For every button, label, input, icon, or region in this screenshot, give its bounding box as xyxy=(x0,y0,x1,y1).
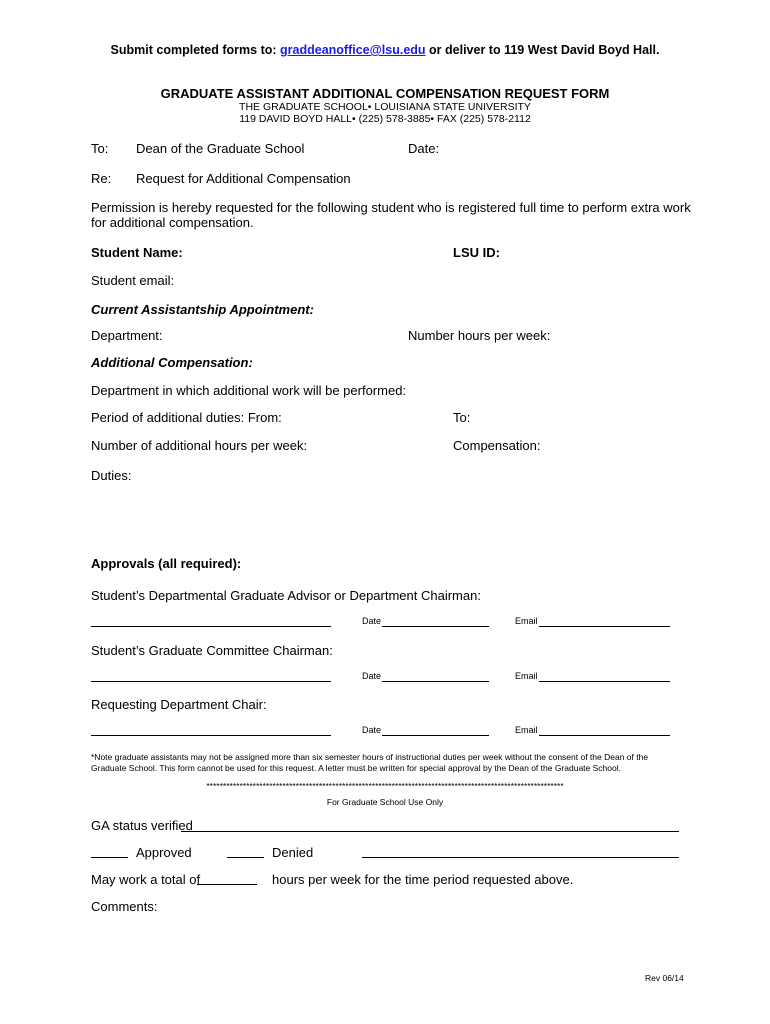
permission-line-1: Permission is hereby requested for the following student who is registered full time to perform extra work xyxy=(91,200,691,215)
ga-status-label: GA status verified xyxy=(91,818,193,833)
date-line-advisor[interactable] xyxy=(382,626,489,627)
student-name-label: Student Name: xyxy=(91,245,183,260)
date-line-committee[interactable] xyxy=(382,681,489,682)
re-value: Request for Additional Compensation xyxy=(136,171,351,186)
denied-line[interactable] xyxy=(227,857,264,858)
duties-label: Duties: xyxy=(91,468,132,483)
may-work-hours-line[interactable] xyxy=(197,884,257,885)
approval-label-advisor: Student’s Departmental Graduate Advisor or Department Chairman: xyxy=(91,588,481,603)
form-title: GRADUATE ASSISTANT ADDITIONAL COMPENSATION REQUEST FORM xyxy=(160,86,610,101)
separator-stars: ************************************************************************************************************ xyxy=(206,781,564,791)
period-from-label: Period of additional duties: From: xyxy=(91,410,282,425)
signature-line-chair[interactable] xyxy=(91,735,331,736)
lsu-id-label: LSU ID: xyxy=(453,245,500,260)
may-work-hours-text: hours per week for the time period requested above. xyxy=(272,872,574,887)
hours-per-week-label: Number hours per week: xyxy=(408,328,551,343)
comments-label: Comments: xyxy=(91,899,158,914)
signature-line-advisor[interactable] xyxy=(91,626,331,627)
denied-label: Denied xyxy=(272,845,314,860)
submit-suffix: or deliver to 119 West David Boyd Hall. xyxy=(429,43,660,57)
student-email-label: Student email: xyxy=(91,273,175,288)
approved-label: Approved xyxy=(136,845,192,860)
note-line-2: Graduate School. This form cannot be used for this request. A letter must be written for special approval by the Dean of the Graduate School. xyxy=(91,763,621,773)
re-label: Re: xyxy=(91,171,112,186)
submit-instructions xyxy=(0,43,770,57)
date-label-committee: Date xyxy=(362,671,382,681)
date-label-chair: Date xyxy=(362,725,382,735)
email-line-chair[interactable] xyxy=(539,735,670,736)
email-link[interactable]: graddeanoffice@lsu.edu xyxy=(280,43,426,57)
email-label-chair: Email xyxy=(515,725,538,735)
permission-line-2: for additional compensation. xyxy=(91,215,254,230)
address-line: 119 DAVID BOYD HALL• (225) 578-3885• FAX (225) 578-2112 xyxy=(239,113,531,125)
date-label-advisor: Date xyxy=(362,616,382,626)
email-label-committee: Email xyxy=(515,671,538,681)
date-line-chair[interactable] xyxy=(382,735,489,736)
decision-signature-line[interactable] xyxy=(362,857,679,858)
signature-line-committee[interactable] xyxy=(91,681,331,682)
may-work-label: May work a total of xyxy=(91,872,201,887)
department-label: Department: xyxy=(91,328,163,343)
approval-label-committee: Student’s Graduate Committee Chairman: xyxy=(91,643,333,658)
date-label: Date: xyxy=(408,141,440,156)
office-use-heading: For Graduate School Use Only xyxy=(326,797,444,807)
submit-prefix: Submit completed forms to: xyxy=(110,43,277,57)
ga-status-line[interactable] xyxy=(181,831,679,832)
compensation-label: Compensation: xyxy=(453,438,541,453)
email-line-advisor[interactable] xyxy=(539,626,670,627)
to-label: To: xyxy=(91,141,109,156)
current-appointment-heading: Current Assistantship Appointment: xyxy=(91,302,314,317)
email-line-committee[interactable] xyxy=(539,681,670,682)
approved-line[interactable] xyxy=(91,857,128,858)
additional-compensation-heading: Additional Compensation: xyxy=(91,355,253,370)
approval-label-chair: Requesting Department Chair: xyxy=(91,697,267,712)
approvals-heading: Approvals (all required): xyxy=(91,556,242,571)
note-line-1: *Note graduate assistants may not be assigned more than six semester hours of instructional duties per week without the consent of the Dean of the xyxy=(91,752,649,762)
revision-label: Rev 06/14 xyxy=(645,973,684,983)
to-value: Dean of the Graduate School xyxy=(136,141,305,156)
school-line: THE GRADUATE SCHOOL• LOUISIANA STATE UNIVERSITY xyxy=(239,101,531,113)
additional-hours-label: Number of additional hours per week: xyxy=(91,438,308,453)
email-label-advisor: Email xyxy=(515,616,538,626)
additional-department-label: Department in which additional work will be performed: xyxy=(91,383,407,398)
period-to-label: To: xyxy=(453,410,471,425)
